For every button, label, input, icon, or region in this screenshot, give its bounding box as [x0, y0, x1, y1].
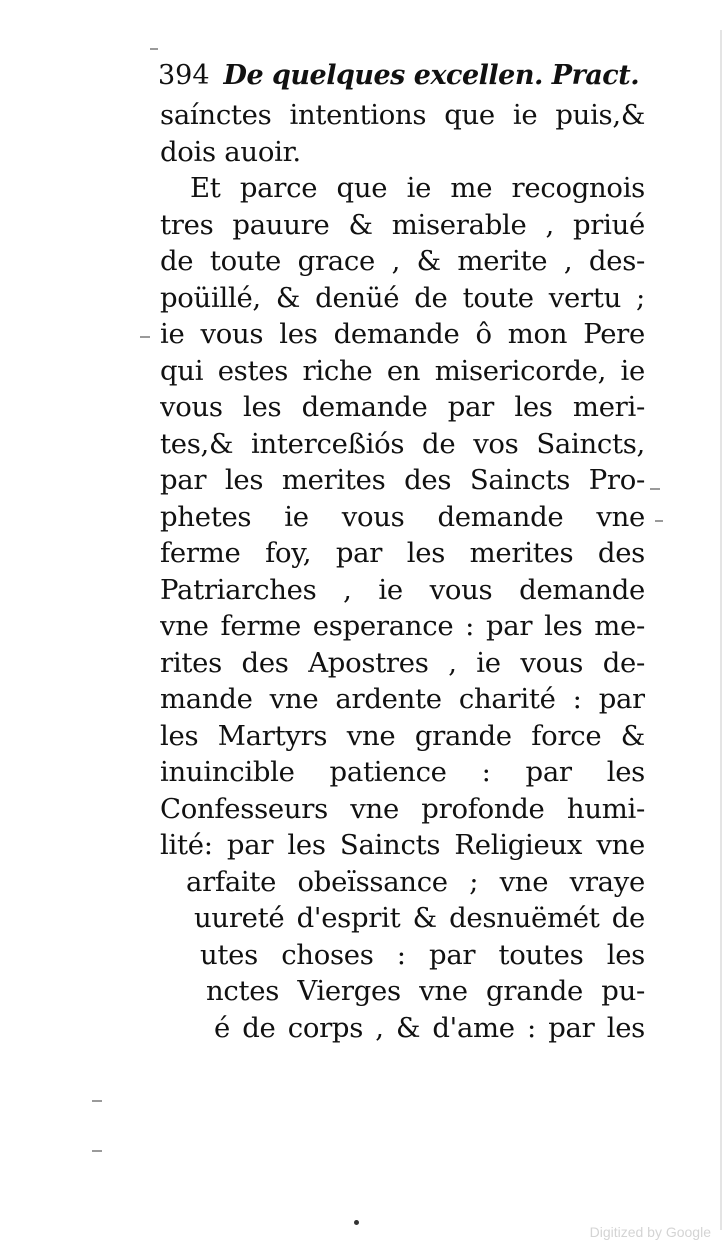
- text-line: nctes Vierges vne grande pu-: [206, 975, 645, 1007]
- text-line: Et parce que ie me recognois: [190, 172, 645, 204]
- body-text: [160, 97, 645, 1046]
- page-edge-mark: [655, 520, 663, 522]
- text-line: tes,& interceßiós de vos Saincts,: [160, 427, 645, 460]
- text-line: utes choses : par toutes les: [200, 938, 645, 971]
- text-line: Patriarches , ie vous demande: [160, 573, 645, 606]
- text-line: vne ferme esperance : par les me-: [160, 610, 645, 642]
- page-edge-mark: [150, 48, 158, 50]
- text-line: ie vous les demande ô mon Pere: [160, 318, 645, 350]
- ink-dot: [354, 1220, 359, 1225]
- text-line: arfaite obeïssance ; vne vraye: [186, 865, 645, 898]
- running-header: [158, 58, 640, 94]
- running-title: De quelques excellen. Pract.: [223, 60, 640, 91]
- page-number: 394: [158, 60, 210, 91]
- watermark-text: Digitized by Google: [589, 1224, 711, 1240]
- page-edge-mark: [140, 336, 150, 338]
- text-line: rites des Apostres , ie vous de-: [160, 646, 645, 679]
- text-line: tres pauure & miserable , priué: [160, 208, 645, 241]
- text-line: é de corps , & d'ame : par les: [214, 1011, 645, 1044]
- text-line: lité: par les Saincts Religieux vne: [160, 829, 645, 861]
- page-edge-mark: [92, 1100, 102, 1102]
- text-line: ferme foy, par les merites des: [160, 537, 645, 569]
- text-line: dois auoir.: [160, 135, 301, 168]
- text-line: vous les demande par les meri-: [160, 391, 645, 423]
- text-line: uureté d'esprit & desnuëmét de: [194, 902, 645, 934]
- text-line: poüillé, & denüé de toute vertu ;: [160, 281, 645, 314]
- text-line: mande vne ardente charité : par: [160, 683, 645, 715]
- text-line: de toute grace , & merite , des-: [160, 245, 645, 277]
- text-line: par les merites des Saincts Pro-: [160, 464, 645, 496]
- page-edge-mark: [650, 488, 660, 490]
- text-line: phetes ie vous demande vne: [160, 500, 645, 533]
- page-edge-mark: [92, 1150, 102, 1152]
- text-line: qui estes riche en misericorde, ie: [160, 354, 645, 387]
- page-edge-mark: [720, 30, 722, 1230]
- text-line: inuincible patience : par les: [160, 756, 645, 788]
- text-line: Confesseurs vne profonde humi-: [160, 792, 645, 825]
- text-line: saínctes intentions que ie puis,&: [160, 99, 645, 131]
- text-line: les Martyrs vne grande force &: [160, 719, 645, 752]
